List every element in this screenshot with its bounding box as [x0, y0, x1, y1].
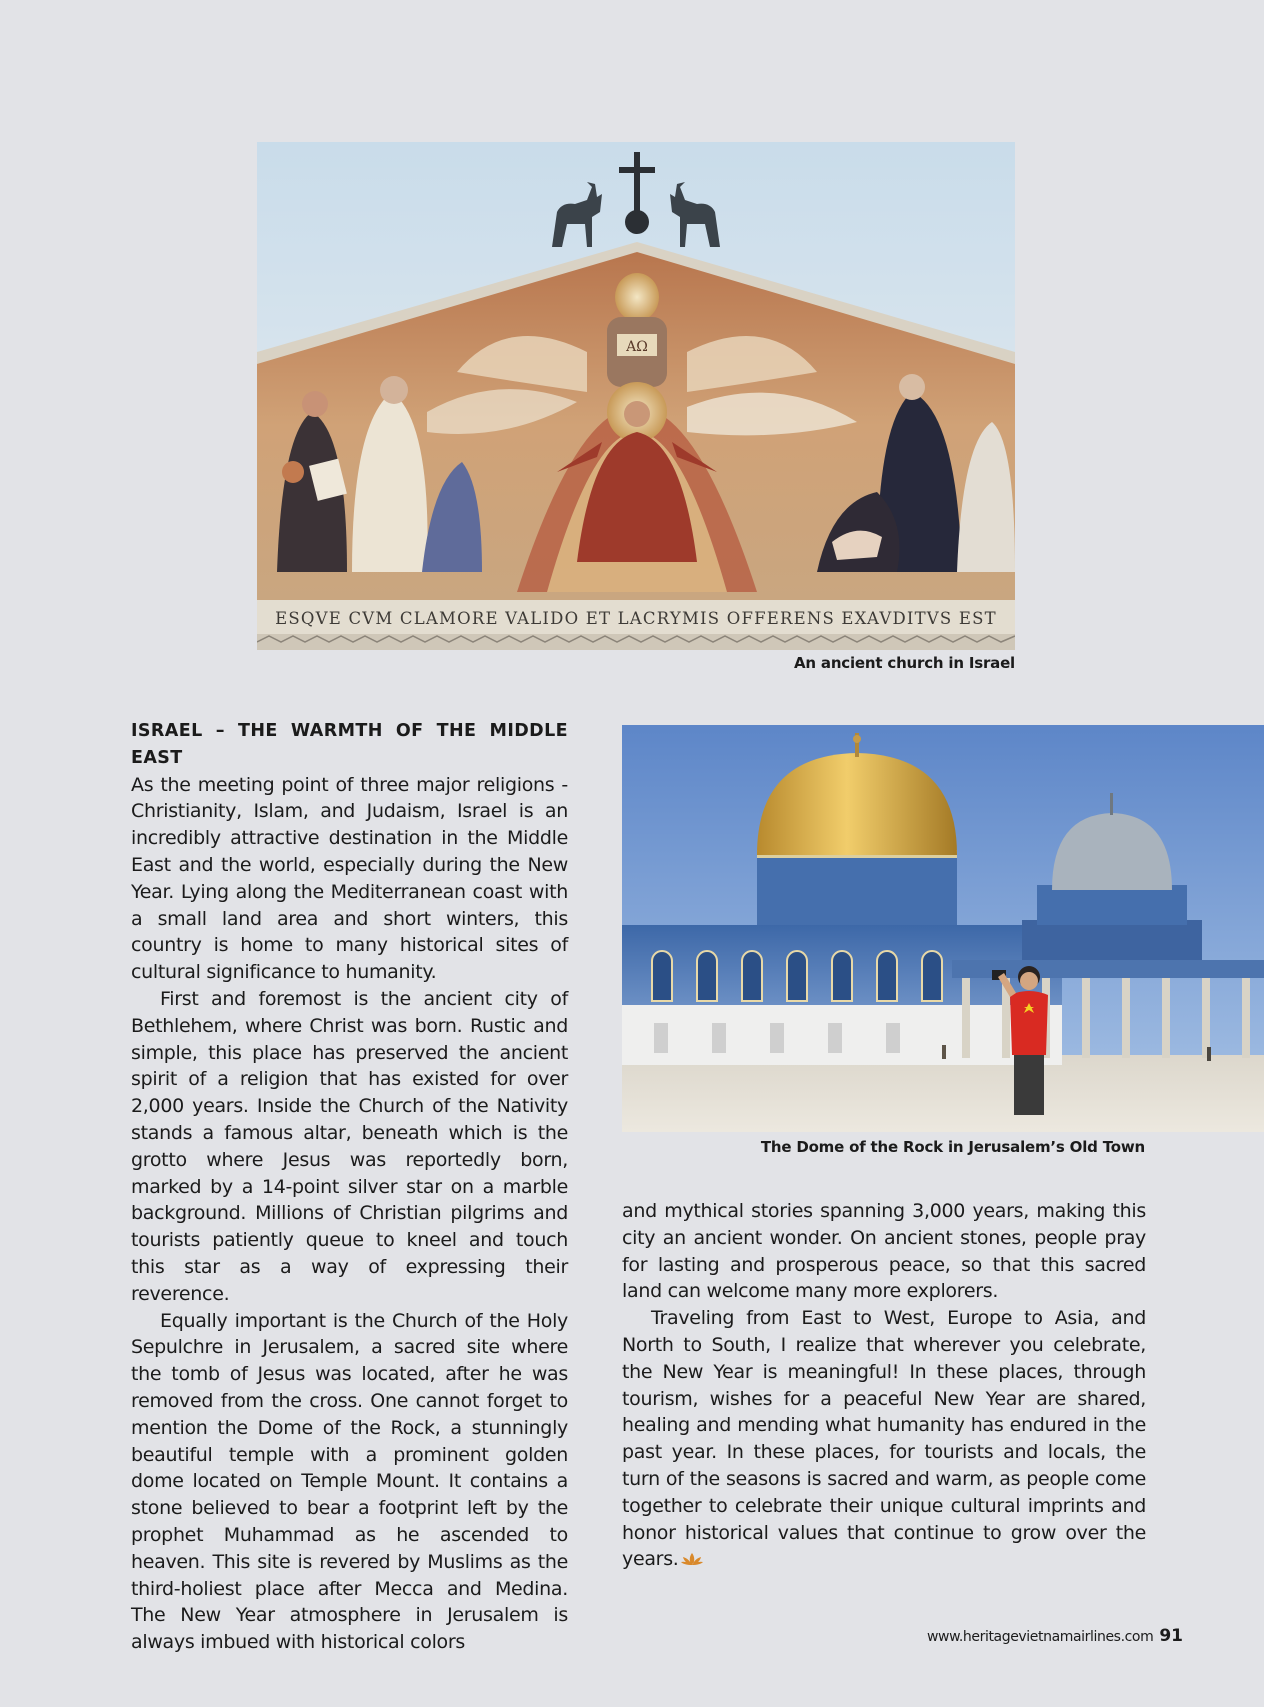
article-paragraph: First and foremost is the ancient city of Bethlehem, where Christ was born. Rustic and simple, this place has preserved the ancient spirit of a religion that has existed for over 2,000 years. Inside the Church of the Nativity stands a famous altar, beneath which is the grotto where Jesus was reportedly born, marked by a 14-point silver star on a marble background. Millions of Christian pilgrims and tourists patiently queue to kneel and touch this star as a way of expressing their reverence. [131, 987, 568, 1305]
article-paragraph: Equally important is the Church of the Holy Sepulchre in Jerusalem, a sacred site where the tomb of Jesus was located, after he was removed from the cross. One cannot forget to mention the Dome of the Rock, a stunningly beautiful temple with a prominent golden dome located on Temple Mount. It contains a stone believed to bear a footprint left by the prophet Muhammad as he ascended to heaven. This site is revered by Muslims as the third-holiest place after Mecca and Medina. The New Year atmosphere in Jerusalem is always imbued with historical colors [131, 1309, 568, 1654]
church-photo-caption: An ancient church in Israel [793, 654, 1015, 672]
lotus-icon [681, 1552, 703, 1566]
article-right-column [622, 1198, 1146, 1573]
article-paragraph-text: Traveling from East to West, Europe to Asia, and North to South, I realize that wherever you celebrate, the New Year is meaningful! In these places, through tourism, wishes for a peaceful New Year are shared, healing and mending what humanity has endured in the past year. In these places, for tourists and locals, the turn of the seasons is sacred and warm, as people come together to celebrate their unique cultural imprints and honor historical values that continue to grow over the years. [622, 1307, 1146, 1571]
dome-photo-caption: The Dome of the Rock in Jerusalem’s Old Town [760, 1138, 1145, 1156]
article-heading: ISRAEL – THE WARMTH OF THE MIDDLE EAST [131, 721, 568, 768]
footer-website: www.heritagevietnamairlines.com [927, 1629, 1154, 1645]
article-left-column [131, 718, 568, 1656]
church-mosaic-image [257, 142, 1015, 650]
church-mosaic-photo [257, 142, 1015, 650]
article-final-paragraph [622, 1305, 1146, 1573]
dome-of-the-rock-photo [622, 725, 1264, 1132]
article-paragraph: As the meeting point of three major religions - Christianity, Islam, and Judaism, Israel is an incredibly attractive destination in the Middle East and the world, especially during the New Year. Lying along the Mediterranean coast with a small land area and short winters, this country is home to many historical sites of cultural significance to humanity. [131, 773, 568, 984]
article-paragraph: and mythical stories spanning 3,000 years, making this city an ancient wonder. On ancient stones, people pray for lasting and prosperous peace, so that this sacred land can welcome many more explorers. [622, 1200, 1146, 1303]
mosaic-monogram: AΩ [626, 339, 648, 355]
dome-of-the-rock-image [622, 725, 1264, 1132]
page-number: 91 [1159, 1626, 1183, 1646]
mosaic-inscription: ESQVE CVM CLAMORE VALIDO ET LACRYMIS OFFERENS EXAVDITVS EST [275, 609, 997, 628]
page-footer [927, 1626, 1183, 1646]
